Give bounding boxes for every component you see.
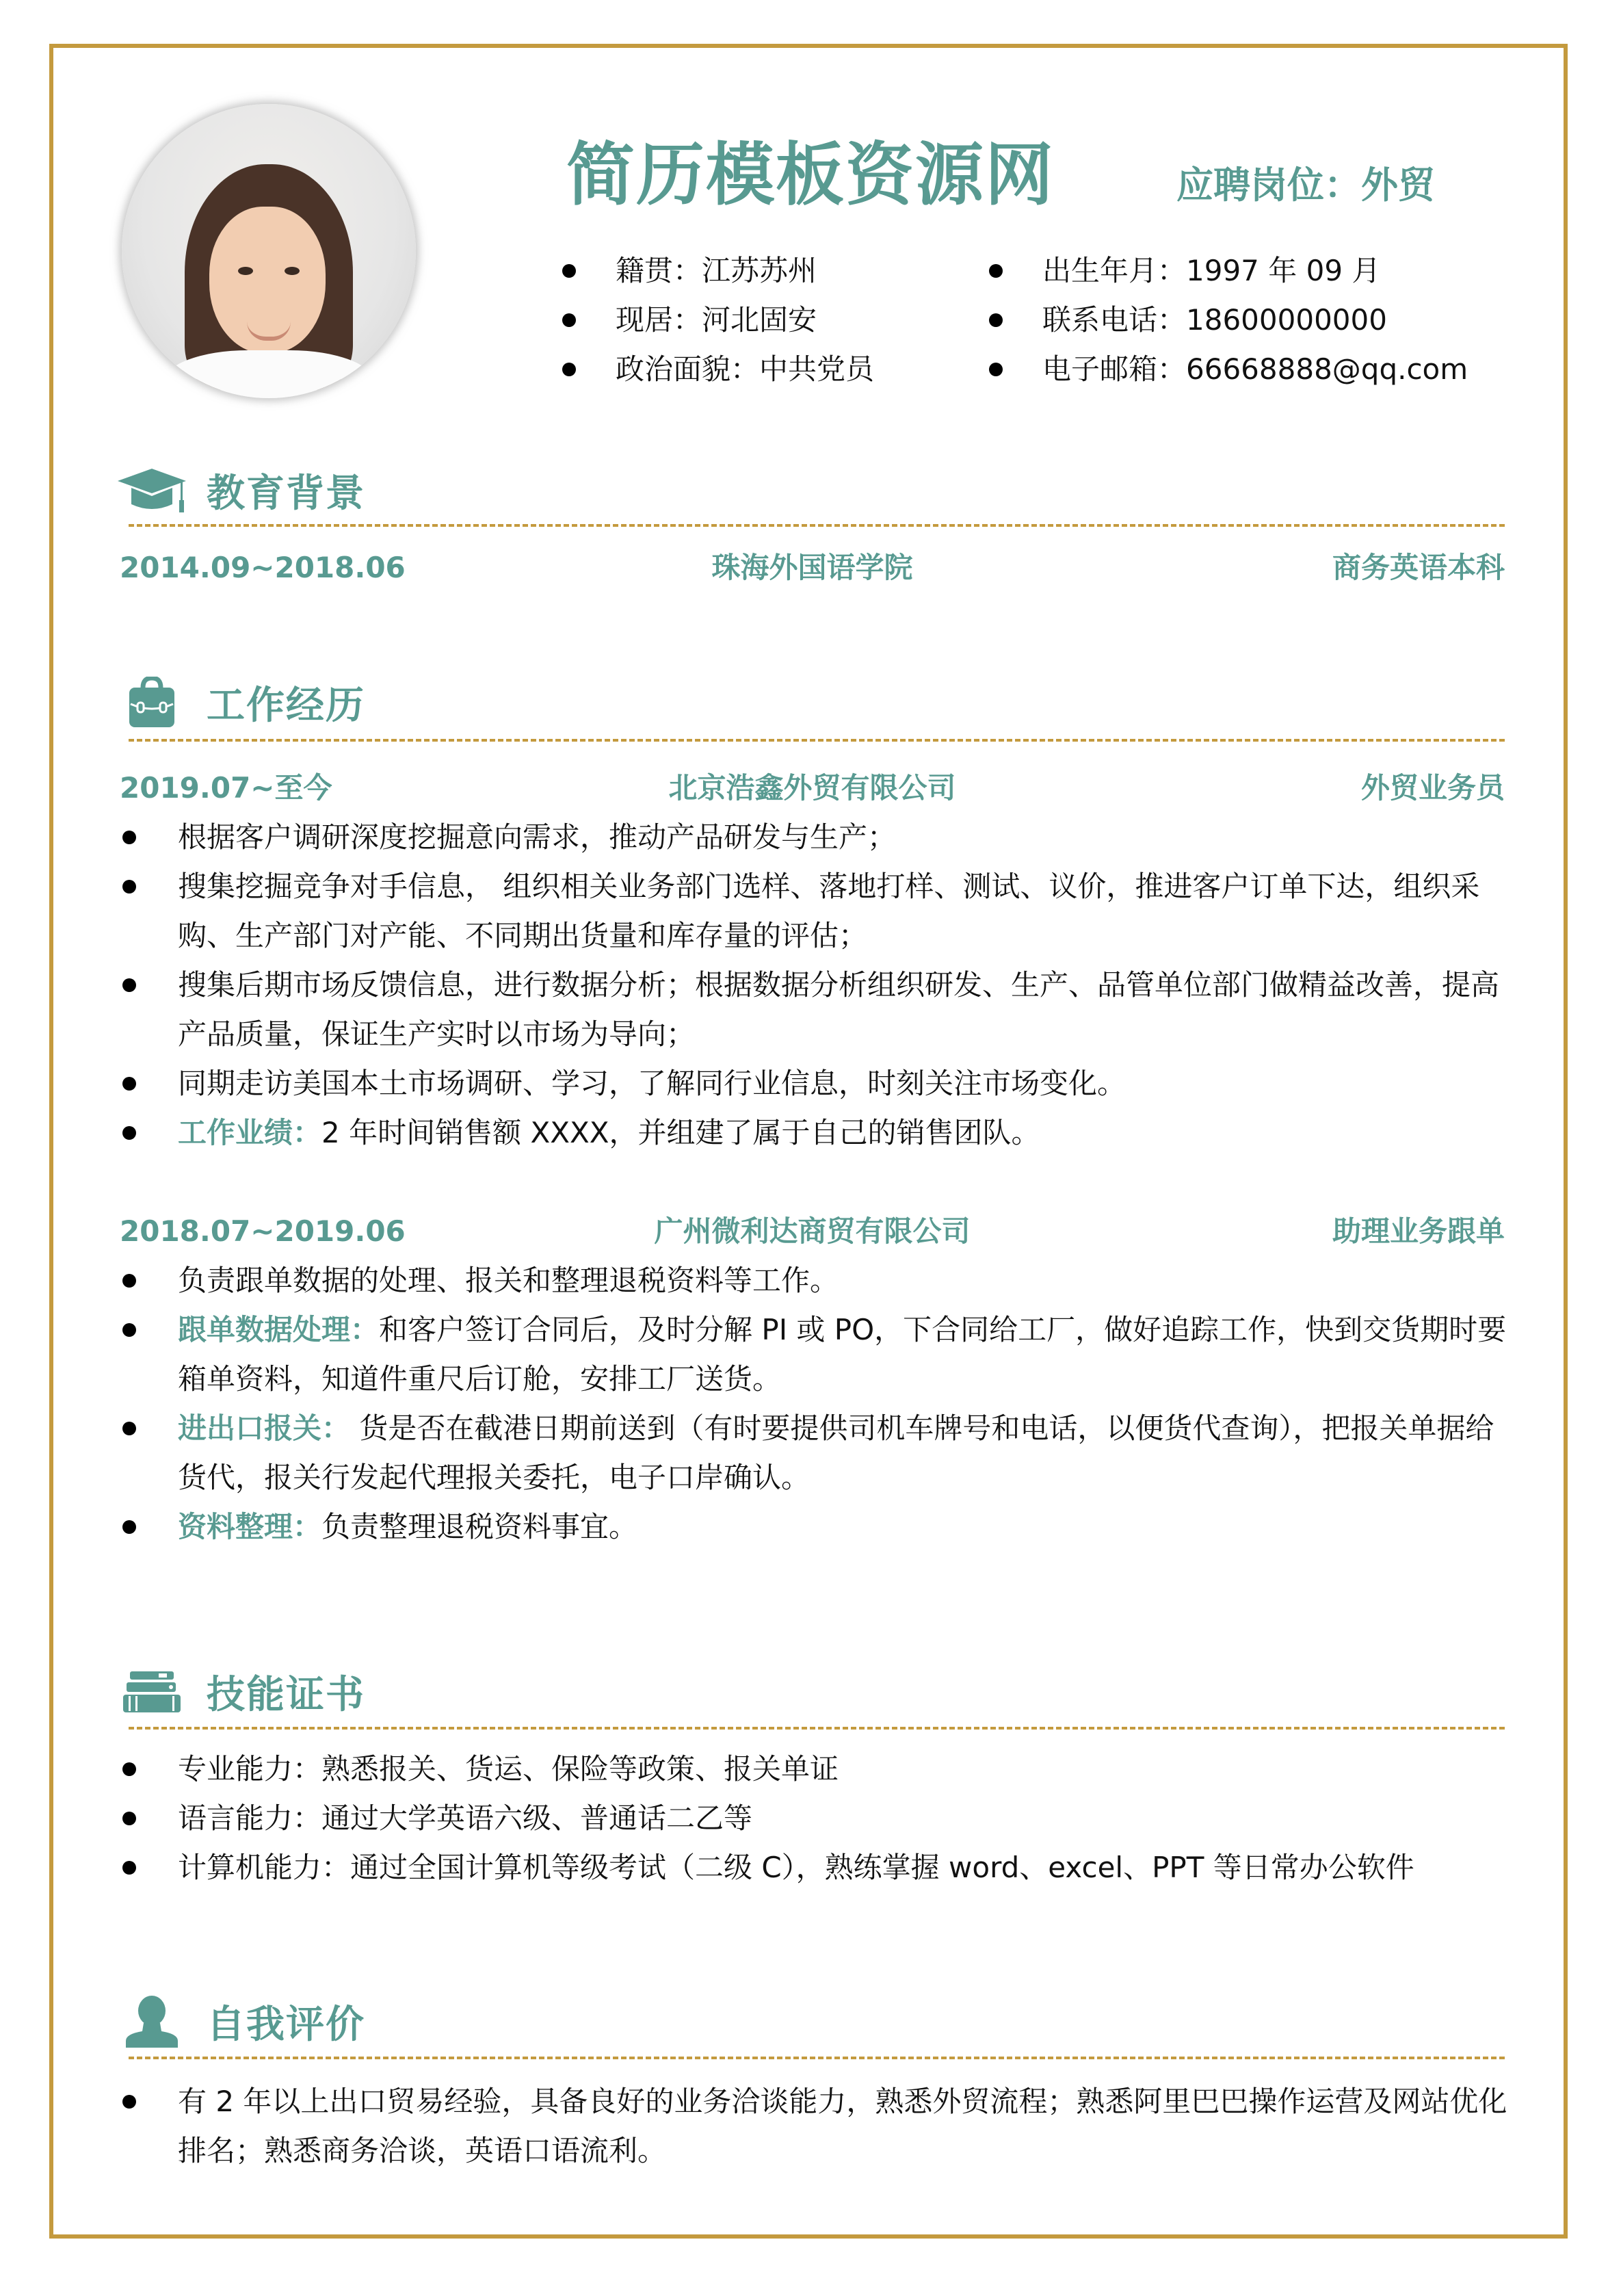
job-header <box>120 1211 1505 1252</box>
photo-eye-right <box>285 267 300 275</box>
job-company: 北京浩鑫外贸有限公司 <box>668 771 956 805</box>
bullet-icon <box>562 363 576 376</box>
list-item <box>120 961 1512 1059</box>
info-value: 江苏苏州 <box>702 254 817 287</box>
list-item: 计算机能力：通过全国计算机等级考试（二级 C），熟练掌握 word、excel、PPT 等日常办公软件 <box>120 1843 1512 1892</box>
bullet-icon <box>562 313 576 327</box>
self-eval-list <box>120 2077 1512 2176</box>
section-title: 自我评价 <box>207 2003 365 2047</box>
photo-shirt <box>163 350 375 398</box>
list-item: 专业能力：熟悉报关、货运、保险等政策、报关单证 <box>120 1745 1512 1794</box>
item-text: 同期走访美国本土市场调研、学习，了解同行业信息，时刻关注市场变化。 <box>178 1067 1126 1100</box>
info-residence <box>562 296 874 345</box>
person-icon <box>118 1994 186 2049</box>
list-item <box>120 1256 1512 1305</box>
section-divider <box>129 739 1505 742</box>
info-label: 政治面貌： <box>616 352 760 386</box>
job-date: 2018.07~2019.06 <box>120 1214 406 1248</box>
job-duties-list <box>120 813 1512 1158</box>
info-value: 1997 年 09 月 <box>1186 254 1381 287</box>
section-divider <box>129 524 1505 527</box>
section-divider <box>129 1727 1505 1730</box>
item-text: 货是否在截港日期前送到（有时要提供司机车牌号和电话，以便货代查询），把报关单据给货代，报关行发起代理报关委托，电子口岸确认。 <box>178 1411 1494 1494</box>
info-label: 籍贯： <box>616 254 702 287</box>
profile-photo <box>122 104 416 398</box>
item-text: 负责跟单数据的处理、报关和整理退税资料等工作。 <box>178 1264 839 1297</box>
item-text: 搜集后期市场反馈信息，进行数据分析；根据数据分析组织研发、生产、品管单位部门做精益改善，提高产品质量，保证生产实时以市场为导向； <box>178 968 1500 1051</box>
item-text: 和客户签订合同后，及时分解 PI 或 PO，下合同给工厂，做好追踪工作，快到交货期时要箱单资料，知道件重尺后订舱，安排工厂送货。 <box>178 1313 1507 1396</box>
info-value: 河北固安 <box>702 303 817 337</box>
info-birth-date <box>989 246 1468 296</box>
education-school: 珠海外国语学院 <box>711 551 913 584</box>
list-item <box>120 813 1512 862</box>
personal-info-right <box>989 246 1468 394</box>
section-title: 技能证书 <box>207 1673 365 1717</box>
education-major: 商务英语本科 <box>1332 551 1505 584</box>
item-text: 负责整理退税资料事宜。 <box>321 1510 638 1543</box>
skills-list <box>120 1745 1512 1892</box>
list-item <box>120 862 1512 961</box>
section-title: 教育背景 <box>207 471 365 516</box>
item-lead: 跟单数据处理： <box>178 1313 380 1346</box>
education-date: 2014.09~2018.06 <box>120 551 406 584</box>
job-role: 助理业务跟单 <box>1332 1214 1505 1248</box>
bullet-icon <box>989 264 1003 278</box>
item-text: 搜集挖掘竞争对手信息， 组织相关业务部门选样、落地打样、测试、议价，推进客户订单下达，组织采购、生产部门对产能、不同期出货量和库存量的评估； <box>178 870 1480 952</box>
list-item <box>120 1502 1512 1552</box>
item-text: 2 年时间销售额 XXXX，并组建了属于自己的销售团队。 <box>321 1116 1040 1149</box>
books-icon <box>118 1665 186 1719</box>
photo-eye-left <box>238 267 253 275</box>
info-email <box>989 345 1468 394</box>
item-lead: 进出口报关： <box>178 1411 351 1445</box>
bullet-icon <box>989 313 1003 327</box>
info-political-status <box>562 345 874 394</box>
list-item: 有 2 年以上出口贸易经验，具备良好的业务洽谈能力，熟悉外贸流程；熟悉阿里巴巴操作运营及网站优化排名；熟悉商务洽谈，英语口语流利。 <box>120 2077 1512 2176</box>
item-lead: 工作业绩： <box>178 1116 322 1149</box>
bullet-icon <box>989 363 1003 376</box>
section-education-header <box>118 460 365 521</box>
section-divider <box>129 2057 1505 2059</box>
education-entry <box>120 547 1505 588</box>
briefcase-icon <box>118 675 186 730</box>
info-label: 出生年月： <box>1042 254 1187 287</box>
job-target: 应聘岗位：外贸 <box>1176 164 1435 207</box>
bullet-icon <box>562 264 576 278</box>
job-role: 外贸业务员 <box>1360 771 1505 805</box>
list-item <box>120 1059 1512 1108</box>
list-item <box>120 1108 1512 1158</box>
job-date: 2019.07~至今 <box>120 771 332 805</box>
section-skills-header <box>118 1661 365 1723</box>
list-item <box>120 1404 1512 1502</box>
section-work-header <box>118 672 365 733</box>
info-label: 联系电话： <box>1042 303 1187 337</box>
job-header <box>120 768 1505 809</box>
info-label: 电子邮箱： <box>1042 352 1187 386</box>
job-company: 广州微利达商贸有限公司 <box>654 1214 971 1248</box>
personal-info-left <box>562 246 874 394</box>
info-value: 中共党员 <box>759 352 875 386</box>
info-value: 66668888@qq.com <box>1186 352 1468 386</box>
info-value: 18600000000 <box>1186 303 1387 337</box>
info-label: 现居： <box>616 303 702 337</box>
list-item: 语言能力：通过大学英语六级、普通话二乙等 <box>120 1794 1512 1843</box>
graduation-cap-icon <box>118 463 186 518</box>
resume-name: 简历模板资源网 <box>566 135 1055 215</box>
item-text: 根据客户调研深度挖掘意向需求，推动产品研发与生产； <box>178 820 897 854</box>
section-self-eval-header <box>118 1991 365 2052</box>
info-hometown <box>562 246 874 296</box>
info-phone <box>989 296 1468 345</box>
section-title: 工作经历 <box>207 683 365 728</box>
item-lead: 资料整理： <box>178 1510 322 1543</box>
job-duties-list <box>120 1256 1512 1552</box>
list-item <box>120 1305 1512 1404</box>
